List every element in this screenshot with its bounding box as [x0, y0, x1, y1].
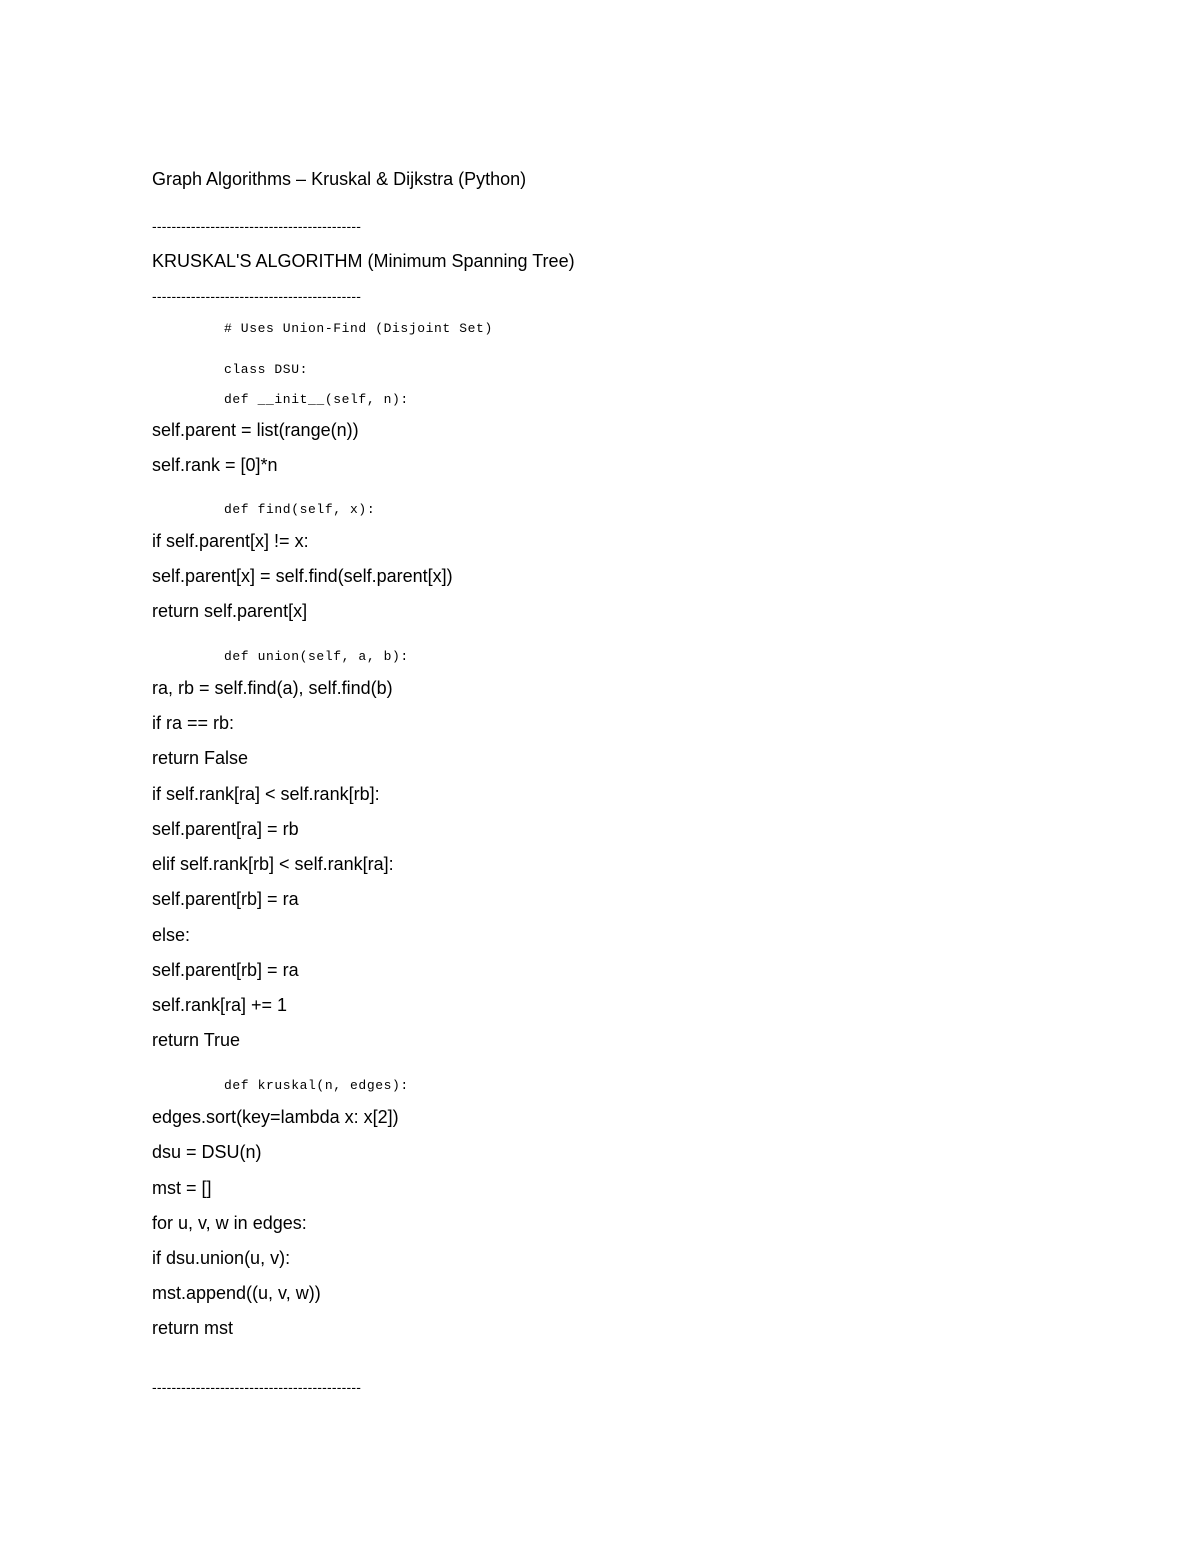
- code-line: self.parent[rb] = ra: [152, 889, 299, 909]
- code-line: if self.rank[ra] < self.rank[rb]:: [152, 784, 380, 804]
- separator-line-2: -------------------------------------------: [152, 288, 362, 304]
- code-line: self.parent[ra] = rb: [152, 819, 299, 839]
- code-line: self.rank[ra] += 1: [152, 995, 288, 1015]
- code-line-def-find: def find(self, x):: [224, 502, 376, 517]
- code-line-def-union: def union(self, a, b):: [224, 649, 409, 664]
- code-line-class-dsu: class DSU:: [224, 362, 309, 377]
- code-line: if ra == rb:: [152, 713, 235, 733]
- code-line: if self.parent[x] != x:: [152, 531, 309, 551]
- code-line: dsu = DSU(n): [152, 1142, 262, 1162]
- code-line: self.parent[rb] = ra: [152, 960, 299, 980]
- code-line: ra, rb = self.find(a), self.find(b): [152, 678, 393, 698]
- code-line-def-kruskal: def kruskal(n, edges):: [224, 1078, 409, 1093]
- code-comment: # Uses Union-Find (Disjoint Set): [224, 321, 493, 336]
- code-line: else:: [152, 925, 191, 945]
- document-title: Graph Algorithms – Kruskal & Dijkstra (Python): [152, 169, 527, 189]
- separator-line-1: -------------------------------------------: [152, 218, 362, 234]
- code-line: mst = []: [152, 1178, 212, 1198]
- code-line: self.rank = [0]*n: [152, 455, 278, 475]
- code-line: return False: [152, 748, 249, 768]
- code-line: return True: [152, 1030, 241, 1050]
- code-line: self.parent = list(range(n)): [152, 420, 359, 440]
- code-line: self.parent[x] = self.find(self.parent[x]): [152, 566, 453, 586]
- code-line: mst.append((u, v, w)): [152, 1283, 321, 1303]
- code-line: if dsu.union(u, v):: [152, 1248, 291, 1268]
- code-line: return mst: [152, 1318, 234, 1338]
- code-line: for u, v, w in edges:: [152, 1213, 307, 1233]
- code-line: edges.sort(key=lambda x: x[2]): [152, 1107, 399, 1127]
- code-line: elif self.rank[rb] < self.rank[ra]:: [152, 854, 394, 874]
- separator-line-3: -------------------------------------------: [152, 1379, 362, 1395]
- section-heading: KRUSKAL'S ALGORITHM (Minimum Spanning Tree): [152, 251, 575, 271]
- code-line: return self.parent[x]: [152, 601, 308, 621]
- code-line-def-init: def __init__(self, n):: [224, 392, 409, 407]
